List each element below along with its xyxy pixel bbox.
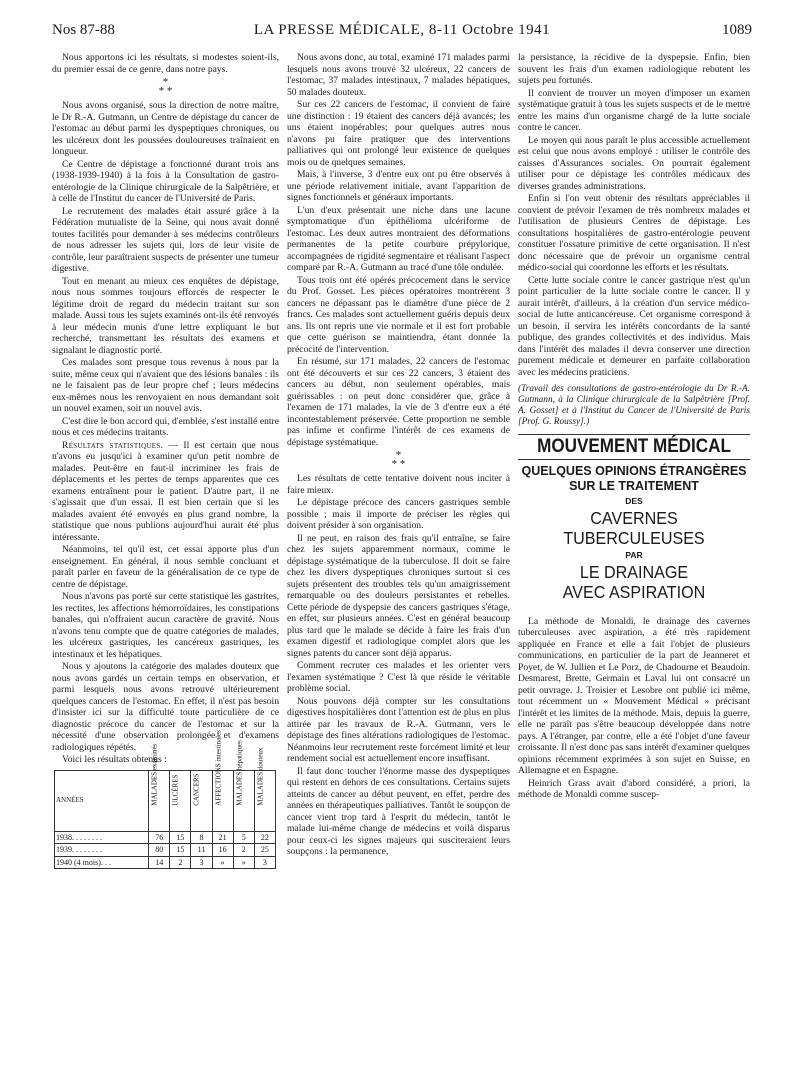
paragraph: Ce Centre de dépistage a fonctionné durant trois ans (1938-1939-1940) à la fois à la Consultation de gastro-entérologie de la Clinique chirurgicale de la Salpêtrière, et à celle de l'Institut du cancer de l'Université de Paris. xyxy=(52,158,279,204)
table-cell: 15 xyxy=(170,831,191,844)
table-header: MALADES douteux xyxy=(254,770,275,831)
paragraph: Nous pouvons déjà compter sur les consultations digestives hospitalières dont l'attention est de plus en plus attirée par les travaux de R.-A. Gutmann, vers le dépistage des fines altérations radiologiques de l'estomac. Néanmoins leur recrutement reste forcément limité et leur rendement social est actuellement encore insuffisant. xyxy=(287,695,510,764)
section-separator: * * * xyxy=(391,449,406,470)
article-title-line: QUELQUES OPINIONS ÉTRANGÈRES xyxy=(521,463,747,478)
paragraph: Cette lutte sociale contre le cancer gastrique n'est qu'un point particulier de la lutte sociale contre le cancer. Il y aurait intérêt, d'ailleurs, à la création d'un service médico-social de lutte anticancéreuse. Cet organisme correspond à un besoin, il servira les intérêts concordants de la santé publique, des grandes collectivités et des individus. Mais dans l'intérêt des malades il devra conserver une direction purement médicale et demeurer en parfaite collaboration avec les médecins praticiens. xyxy=(518,274,750,378)
paragraph: La méthode de Monaldi, le drainage des cavernes tuberculeuses avec aspiration, a été très rapidement appliquée en France et elle a fait l'objet de plusieurs communications, en particulier de la part de Jeanneret et Poyet, de W. Jullien et Le Porz, de Chadourne et Beaudoin. Desmarest, Brette, Germain et Laval lui ont consacré un petit ouvrage. J. Troisier et Lesobre ont publié ici même, tout récemment un « Mouvement Médical » précisant l'intérêt et les limites de la méthode. Mais, depuis la guerre, elle ne paraît pas s'être beaucoup développée dans notre pays. A l'étranger, par contre, elle a été l'objet d'une faveur croissante. Il n'est donc pas sans intérêt d'examiner quelques opinions récemment exprimées à son sujet en Suisse, en Allemagne et en Espagne. xyxy=(518,615,750,776)
subheading: Résultats statistiques. xyxy=(62,439,164,451)
table-cell: 15 xyxy=(170,844,191,857)
paragraph: Nous apportons ici les résultats, si modestes soient-ils, du premier essai de ce genre, dans notre pays. xyxy=(52,52,279,75)
paragraph: C'est dire le bon accord qui, d'emblée, s'est installé entre nous et ces médecins traitants. xyxy=(52,415,279,438)
table-row xyxy=(55,844,276,857)
table-cell: » xyxy=(233,856,254,869)
table-header: ANNÉES xyxy=(55,770,149,831)
paragraph: Ces malades sont presque tous revenus à nous par la suite, même ceux qui n'avaient que des lésions banales : ils ne le faisaient pas de leur propre chef ; leurs médecins eux-mêmes nous les renvoyaient en nous demandant soit un nouvel examen, soit un nouvel avis. xyxy=(52,357,279,414)
paragraph: Voici les résultats obtenus : xyxy=(62,754,167,765)
table-cell: 22 xyxy=(254,831,275,844)
paragraph: Mais, à l'inverse, 3 d'entre eux ont pu être observés à une période relativement initiale, avant l'apparition de signes fonctionnels et généraux importants. xyxy=(287,169,510,203)
table-cell: 2 xyxy=(233,844,254,857)
table-row xyxy=(55,831,276,844)
column-1 xyxy=(52,52,279,1060)
table-header-row xyxy=(55,770,276,831)
divider xyxy=(518,459,750,460)
paragraph: Néanmoins, tel qu'il est, cet essai apporte plus d'un enseignement. En général, il nous semble concluant et paraît parler en faveur de la généralisation de ce type de centre de dépistage. xyxy=(52,544,279,590)
paragraph: Le moyen qui nous paraît le plus accessible actuellement est celui que nous avons employé : utiliser le contrôle des caisses d'Assurances sociales. On pourrait également utiliser pour ce dépistage les contrôles médicaux des diverses grandes administrations. xyxy=(518,134,750,192)
paragraph: Il faut donc toucher l'énorme masse des dyspeptiques qui restent en dehors de ces consultations. Certains sujets atteints de cancer au début peuvent, en effet, perdre des années en thérapeutiques palliatives. Tantôt le soupçon de cancer vient trop tard à l'esprit du médecin, tantôt le malade lui-même change de médecins et voilà disparus pour ceux-ci les signes majeurs qui susciteraient leurs soupçons : la permanence, xyxy=(287,765,510,857)
paragraph: Nous n'avons pas porté sur cette statistique les gastrites, les rectites, les affections hémorroïdaires, les constipations banales, qui n'offraient aucun caractère de gravité. Nous n'avons tenu compte que de quatre catégories de malades, les ulcéreux gastriques, les cancéreux gastriques, les intestinaux et les hépatiques. xyxy=(52,591,279,660)
table-cell: 21 xyxy=(212,831,233,844)
page-header xyxy=(52,22,752,44)
paragraph: Nous avons donc, au total, examiné 171 malades parmi lesquels nous avons trouvé 32 ulcéreux, 22 cancers de l'estomac, 37 malades intestinaux, 7 malades hépatiques, 50 malades douteux. xyxy=(287,52,510,98)
paragraph-statistics: Résultats statistiques. — Il est certain que nous n'avons eu jusqu'ici à examiner qu'un petit nombre de malades. Peut-être en faut-il incriminer les frais de déplacements et les pertes de temps apparentes que ces examens entraînent pour le patient. D'autre part, il ne s'agissait que d'un essai. Il est bien certain que si les malades avaient été envoyés en plus grand nombre, la statistique que nous publions aujourd'hui aurait été plus intéressante. xyxy=(52,439,279,543)
journal-title: LA PRESSE MÉDICALE, 8-11 Octobre 1941 xyxy=(253,22,551,38)
table-cell: » xyxy=(212,856,233,869)
paragraph: L'un d'eux présentait une niche dans une lacune symptomatique d'un épithélioma ulcériforme de l'estomac. Les deux autres montraient des déformations permanentes de la petite courbure prépylorique, accompagnées de rigidité segmentaire et réalisant l'aspect comparé par R.-A. Gutmann au tracé d'une tôle ondulée. xyxy=(287,204,510,273)
section-separator: * * * xyxy=(158,76,173,97)
table-cell: 8 xyxy=(191,831,212,844)
table-cell: 80 xyxy=(149,844,170,857)
table-cell: 16 xyxy=(212,844,233,857)
divider xyxy=(518,434,750,435)
table-cell: 76 xyxy=(149,831,170,844)
article-title-line: PAR xyxy=(625,549,643,560)
paragraph: Nous y ajoutons la catégorie des malades douteux que nous avons gardés un certain temps en observation, et parmi lesquels nous avons retrouvé ultérieurement quelques cancers de l'estomac. En effet, il n'est pas besoin d'insister ici sur la difficulté toute particulière de ce diagnostic précoce du cancer de l'estomac et sur la nécessité d'une observation prolongée et d'examens radiologiques répétés. xyxy=(52,661,279,753)
paragraph: Nous avons organisé, sous la direction de notre maître, le Dr R.-A. Gutmann, un Centre de dépistage du cancer de l'estomac au début parmi les dyspeptiques chroniques, ou les ulcéreux dont les poussées douloureuses traînaient en longueur. xyxy=(52,100,279,157)
article-title-line: AVEC ASPIRATION xyxy=(562,581,706,602)
table-cell: 3 xyxy=(254,856,275,869)
column-3 xyxy=(518,52,750,1060)
paragraph: Heinrich Grass avait d'abord considéré, a priori, la méthode de Monaldi comme suscep- xyxy=(518,777,750,800)
paragraph: Tout en menant au mieux ces enquêtes de dépistage, nous nous sommes toujours efforcés de respecter le légitime droit de regard du médecin traitant sur son malade. Aussi tous les sujets examinés ont-ils été renvoyés à leur médecin munis d'une lettre expliquant le but recherché, transmettant les résultats des examens et signalant le diagnostic porté. xyxy=(52,275,279,356)
paragraph: Les résultats de cette tentative doivent nous inciter à faire mieux. xyxy=(287,473,510,496)
table-cell: 1939. . . . . . . . xyxy=(55,844,149,857)
table-cell: 5 xyxy=(233,831,254,844)
article-title-line: LE DRAINAGE xyxy=(579,561,689,582)
article-title-line: CAVERNES TUBERCULEUSES xyxy=(563,507,705,548)
article-title-line: SUR LE TRAITEMENT xyxy=(569,478,699,493)
paragraph: la persistance, la récidive de la dyspepsie. Enfin, bien souvent les frais d'un examen radiologique rebutent les sujets peu fortunés. xyxy=(518,52,750,86)
paragraph: Il ne peut, en raison des frais qu'il entraîne, se faire chez les sujets apparemment normaux, comme le dépistage systématique de la tuberculose. Il doit se faire chez les divers dyspeptiques chroniques surtout si ces sujets présentent des troubles tels qu'un amaigrissement remarquable ou des douleurs persistantes et rebelles. Cette période de dyspepsie des cancers gastriques s'étage, en effet, sur plusieurs années. C'est en général beaucoup plus tard que le malade se décide à faire les frais d'un examen digestif et radiologique complet alors que les signes patents du cancer sont déjà apparus. xyxy=(287,532,510,659)
table-header: ULCÈRES xyxy=(170,770,191,831)
table-header: CANCERS xyxy=(191,770,212,831)
article-title-line: DES xyxy=(625,495,643,506)
table-header: AFFECTIONS intestinales xyxy=(212,770,233,831)
paragraph: Le dépistage précoce des cancers gastriques semble possible ; mais il importe de préciser les règles qui doivent présider à son organisation. xyxy=(287,497,510,531)
column-2 xyxy=(287,52,510,1060)
paragraph: Tous trois ont été opérés précocement dans le service du Prof. Gosset. Les pièces opératoires montrèrent 3 cancers ne dépassant pas le diamètre d'une pièce de 2 francs. Ces malades sont actuellement guéris depuis deux ans. Ils ont repris une vie normale et il est fort probable que cette guérison se maintiendra, étant donnée la précocité de l'intervention. xyxy=(287,274,510,355)
issue-number: Nos 87-88 xyxy=(52,22,115,38)
table-header: MALADES examinés xyxy=(149,770,170,831)
table-cell: 14 xyxy=(149,856,170,869)
paragraph: Enfin si l'on veut obtenir des résultats appréciables il convient de prévoir l'examen de très nombreux malades et l'utilisation de plusieurs Centres de dépistage. Les consultations hospitalières de gastro-entérologie peuvent constituer l'ossature primitive de cette organisation. Il n'est donc nécessaire que de prévoir un organisme central médico-social qui coordonne les efforts et les résultats. xyxy=(518,193,750,273)
paragraph: Il convient de trouver un moyen d'imposer un examen systématique gratuit à tous les sujets suspects et de le mettre entre les mains d'un organisme chargé de la lutte sociale contre le cancer. xyxy=(518,87,750,133)
table-cell: 3 xyxy=(191,856,212,869)
section-heading: MOUVEMENT MÉDICAL xyxy=(537,436,731,457)
reference-note: (Travail des consultations de gastro-entérologie du Dr R.-A. Gutmann, à la Clinique chirurgicale de la Salpêtrière [Prof. A. Gosset] et à l'Institut du Cancer de l'Université de Paris [Prof. G. Roussy].) xyxy=(518,384,750,427)
table-row xyxy=(55,856,276,869)
table-header: MALADES hépatiques xyxy=(233,770,254,831)
table-cell: 2 xyxy=(170,856,191,869)
table-cell: 1940 (4 mois). . . xyxy=(55,856,149,869)
table-cell: 25 xyxy=(254,844,275,857)
paragraph: Le recrutement des malades était assuré grâce à la Fédération mutualiste de la Seine, qui nous avait donné toutes facilités pour demander à ses médecins contrôleurs de nous adresser les sujets qui, lors de leur visite de contrôle, leur paraîtraient suspects de présenter une tumeur digestive. xyxy=(52,205,279,274)
paragraph: En résumé, sur 171 malades, 22 cancers de l'estomac ont été découverts et sur ces 22 cancers, 3 étaient des cancers au début, non seulement opérables, mais guérissables : on peut donc considérer que, grâce à l'examen de 171 malades, la vie de 3 d'entre eux a été incontestablement préservée. Cette proportion ne semble pas infime et confirme l'intérêt de ces examens de dépistage systématique. xyxy=(287,356,510,448)
table-cell: 11 xyxy=(191,844,212,857)
page-number: 1089 xyxy=(722,22,752,38)
table-cell: 1938. . . . . . . . xyxy=(55,831,149,844)
paragraph: Comment recruter ces malades et les orienter vers l'examen systématique ? C'est là que réside le véritable problème social. xyxy=(287,660,510,694)
paragraph: Sur ces 22 cancers de l'estomac, il convient de faire une distinction : 19 étaient des cancers déjà avancés; les uns étaient inopérables; pour quelques autres nous n'avons pu faire pratiquer que des interventions palliatives qui ont prolongé leur existence de quelques mois ou de quelques semaines. xyxy=(287,99,510,168)
